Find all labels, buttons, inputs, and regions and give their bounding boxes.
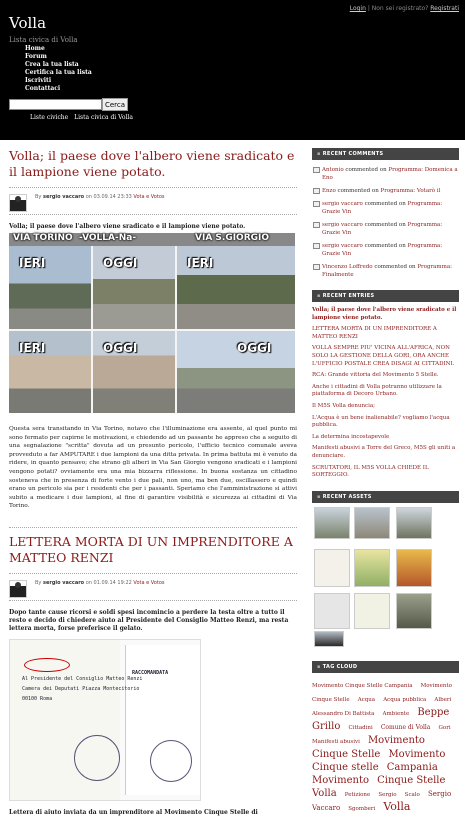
tag-link[interactable]: Comune di Volla — [380, 723, 431, 731]
tag-link[interactable]: Acqua pubblica — [383, 696, 427, 703]
photo-cell: OGGI — [177, 331, 295, 413]
photo-cell: IERI — [9, 246, 91, 329]
recent-entries-list — [312, 306, 459, 483]
nav-item-home[interactable]: Home — [25, 45, 45, 52]
tag-link[interactable]: Alberi — [434, 696, 452, 703]
tag-link[interactable]: Petizione — [344, 791, 371, 798]
photo-cell: OGGI — [93, 246, 175, 329]
divider — [9, 573, 297, 574]
breadcrumb-liste-civiche[interactable]: Liste civiche — [30, 114, 69, 121]
main-nav — [25, 45, 92, 93]
nav-item-contattaci[interactable]: Contattaci — [25, 85, 61, 92]
tag-link[interactable]: Cittadini — [348, 724, 373, 731]
tag-link[interactable]: Ambiente — [382, 710, 410, 717]
recent-entries-heading: ▪ RECENT ENTRIES — [312, 290, 459, 302]
list-item[interactable]: Vincenzo Loffredo commented on Programma: Finalmente — [312, 261, 459, 282]
asset-thumbnail[interactable] — [354, 549, 390, 587]
letter-scan-image: Al Presidente del Consiglio Matteo Renzi Camera dei Deputati Piazza Montecitorio 00100 Roma RACCOMANDATA — [9, 639, 201, 801]
site-subtitle: Lista civica di Volla — [9, 36, 78, 44]
asset-thumbnail[interactable] — [314, 549, 350, 587]
breadcrumb-lista-volla[interactable]: Lista civica di Volla — [74, 114, 133, 121]
tag-link[interactable]: Movimento Cinque Stelle Campania — [312, 682, 413, 689]
list-item[interactable]: sergio vaccaro commented on Programma: Grazie Vin — [312, 240, 459, 261]
tag-cloud — [312, 677, 459, 814]
user-links: Login | Non sei registrato? Registrati — [349, 5, 459, 12]
nav-item-iscriviti[interactable]: Iscriviti — [25, 77, 52, 84]
post-title[interactable]: LETTERA MORTA DI UN IMPRENDITORE A MATTEO RENZI — [9, 533, 293, 565]
list-item[interactable]: SCRUTATORI, IL M5S VOLLA CHIEDE IL SORTEGGIO. — [312, 464, 429, 479]
tag-link[interactable]: Scalo — [404, 791, 420, 798]
list-item[interactable]: sergio vaccaro commented on Programma: Grazie Vin — [312, 219, 459, 240]
divider — [9, 214, 297, 215]
tag-link[interactable]: Movimento Cinque stelle — [312, 748, 446, 773]
post — [0, 511, 306, 816]
list-item[interactable]: Il M5S Volla denuncia; — [312, 402, 376, 409]
post-body: Questa sera transitando in Via Torino, notavo che l'illuminazione era assente, al quel punto mi sono fermato per capirne le motivazioni, e chiedendo ad un passante he appreso che a seguito di una segnalazione "scritta" dovuta ad un presunto pericolo, l'ufficio tecnico comunale aveva provveduto a far AMPUTARE i due lampioni da una ditta privata. In prima battuta mi è venuto da ridere, in quanto pensavo; che strano gli alberi in Via San Giorgio vengono sradicati e i lampioni vengono potati? ovviamente era una mia bizzarra riflessione. In buona sostanza un cittadino sosteneva che in presenza di forte vento i due pali, non uno, ma ben due, oscillassero e quindi erano un pericolo sia per i residenti che per i passanti. Speriamo che l'amministrazione si attivi subito a medicare i due lampioni, al fine di garantire visibilità e sicurezza ai cittadini di Via Torino. — [9, 426, 297, 510]
tag-link[interactable]: Alessandro Di Battista — [312, 710, 375, 717]
avatar — [9, 194, 27, 212]
post-lead: Dopo tante cause ricorsi e soldi spesi incomincio a perdere la testa oltre a tutto il resto e decido di chiedere aiuto al Presidente del Consiglio Matteo Renzi, ma resta lettera morta, forse preferisce il gelato. — [9, 608, 289, 632]
recent-assets-heading: ▪ RECENT ASSETS — [312, 491, 459, 503]
asset-thumbnail[interactable] — [354, 593, 390, 629]
post-date: on 03.09.14 23:33 — [85, 194, 132, 200]
post — [0, 140, 306, 511]
vote-link[interactable]: Vota e Votos — [133, 579, 165, 586]
nav-item-forum[interactable]: Forum — [25, 53, 47, 60]
list-item[interactable]: La determina incostapevole — [312, 433, 390, 440]
tag-link[interactable]: Beppe Grillo — [312, 706, 450, 732]
nav-item-certifica-lista[interactable]: Certifica la tua lista — [25, 69, 92, 76]
list-item[interactable]: Manifesti abusivi a Torre del Greco, M5S gli uniti a denunciare. — [312, 445, 456, 459]
image-caption: Lettera di aiuto inviata da un imprenditore al Movimento Cinque Stelle di — [9, 808, 258, 816]
sidebar — [306, 140, 465, 839]
asset-thumbnail[interactable] — [354, 507, 390, 539]
list-item[interactable]: Anche i cittadini di Volla potranno utilizzare la piattaforma di Decoro Urbano. — [312, 383, 442, 398]
search-input[interactable] — [9, 99, 102, 110]
tag-link[interactable]: Cinque Stelle Volla — [312, 774, 446, 799]
tag-link[interactable]: Movimento Cinque Stelle — [312, 734, 425, 760]
tag-link[interactable]: Manifesti abusivi — [312, 738, 360, 745]
tag-cloud-heading: ▪ TAG CLOUD — [312, 661, 459, 673]
post-meta: By sergio vaccaro on 01.09.14 19:22 Vota e Votos — [9, 580, 297, 598]
tag-link[interactable]: Sgomberi — [348, 805, 376, 812]
asset-thumbnail[interactable] — [396, 507, 432, 539]
list-item[interactable]: L'Acqua è un bene inalienabile? vogliamo l'acqua pubblica. — [312, 414, 450, 429]
divider — [9, 187, 297, 188]
site-title[interactable]: Volla — [9, 14, 47, 32]
photo-header-left: VIA TORINO — [13, 233, 73, 243]
photo-cell: IERI — [177, 246, 295, 329]
tag-link[interactable]: Volla — [383, 799, 411, 813]
list-item[interactable]: LETTERA MORTA DI UN IMPRENDITORE A MATTEO RENZI — [312, 326, 437, 340]
asset-thumbnail[interactable] — [396, 593, 432, 629]
post-date: on 01.09.14 19:22 — [85, 579, 132, 586]
list-item[interactable]: sergio vaccaro commented on Programma: Grazie Vin — [312, 198, 459, 219]
post-author[interactable]: sergio vaccaro — [42, 194, 85, 200]
asset-thumbnail[interactable] — [396, 549, 432, 587]
list-item[interactable]: Volla; il paese dove l'albero viene sradicato e il lampione viene potato. — [312, 307, 457, 321]
list-item[interactable]: Enzo commented on Programma: Votarò il — [312, 185, 459, 198]
nav-item-crea-lista[interactable]: Crea la tua lista — [25, 61, 79, 68]
tag-link[interactable]: Sergio — [378, 791, 397, 798]
main-content — [0, 140, 306, 839]
photo-header-mid: -VOLLA-Na- — [79, 233, 137, 243]
tag-link[interactable]: Movimento — [312, 774, 369, 786]
login-link[interactable]: Login — [349, 5, 366, 12]
tag-link[interactable]: Acqua — [357, 696, 376, 703]
post-title[interactable]: Volla; il paese dove l'albero viene sradicato e il lampione viene potato. — [9, 148, 295, 179]
recent-comments-heading: ▪ RECENT COMMENTS — [312, 148, 459, 160]
post-lead: Volla; il paese dove l'albero viene sradicato e il lampione viene potato. — [9, 223, 246, 230]
list-item[interactable]: RCA: Grande vittoria del Movimento 5 Stelle. — [312, 372, 439, 379]
search-button[interactable]: Cerca — [102, 98, 128, 111]
divider — [9, 527, 297, 528]
tag-link[interactable]: Campania — [386, 761, 438, 773]
vote-link[interactable]: Vota e Votos — [133, 194, 165, 200]
breadcrumb — [30, 114, 137, 121]
tag-link[interactable]: Gori — [438, 724, 451, 731]
divider — [9, 600, 297, 601]
post-photo-collage — [9, 233, 295, 413]
list-item[interactable]: Antonio commented on Programma: Domenica a Eno — [312, 164, 459, 185]
register-link[interactable]: Registrati — [430, 5, 459, 12]
recent-comments-list — [312, 164, 459, 282]
photo-cell: OGGI — [93, 331, 175, 413]
tag-link[interactable]: Sergio Vaccaro — [312, 789, 452, 812]
list-item[interactable]: VOLLA SEMPRE PIU' VICINA ALL'AFRICA, NON SOLO LA GESTIONE DELLA GORI, ORA ANCHE L'UFFICIO POSTALE CREA DISAGI AI CITTADINI. — [312, 345, 455, 367]
photo-cell: IERI — [9, 331, 91, 413]
asset-thumbnail[interactable] — [314, 507, 350, 539]
site-header — [0, 0, 465, 140]
asset-thumbnail[interactable] — [314, 593, 350, 629]
asset-thumbnail[interactable] — [314, 631, 344, 647]
tag-link[interactable]: Movimento Cinque Stelle — [312, 682, 452, 703]
photo-header-right: VIA S.GIORGIO — [195, 233, 270, 243]
avatar — [9, 580, 27, 598]
not-registered-text: Non sei registrato? — [371, 5, 429, 12]
recent-assets-grid — [312, 507, 459, 645]
post-meta: By sergio vaccaro on 03.09.14 23:33 Vota e Votos — [9, 194, 297, 212]
post-author[interactable]: sergio vaccaro — [42, 579, 85, 586]
